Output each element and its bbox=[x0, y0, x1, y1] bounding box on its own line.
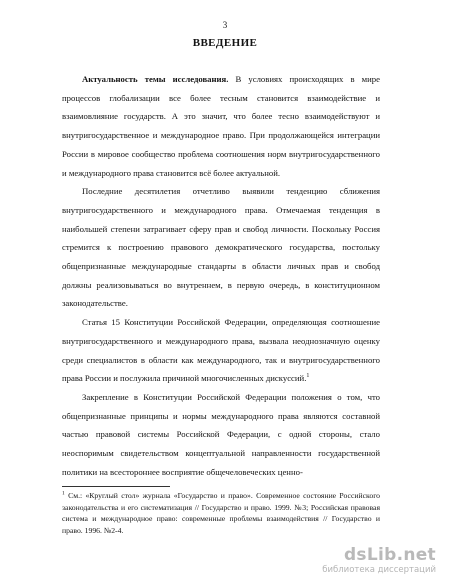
footnote-text: См.: «Круглый стол» журнала «Государство и право». Современное состояние Российского законодательства и его систематизация // Государство и право. 1999. №3; Российская правовая система и международное право: современные проблемы взаимодействия // Государство и право. 1996. №2-4. bbox=[62, 491, 380, 535]
paragraph-text: В условиях происходящих в мире процессов глобализации все более тесным становится взаимодействие и взаимовлияние государств. А это значит, что более тесно взаимодействуют и внутригосударственное и международное право. При продолжающейся интеграции России в мировое сообщество проблема соотношения норм внутригосударственного и международного права становится всё более актуальной. bbox=[62, 74, 380, 178]
footnote-marker: 1 bbox=[62, 490, 65, 497]
paragraph-text: Закрепление в Конституции Российской Федерации положения о том, что общепризнанные принципы и нормы международного права являются составной частью правовой системы Российской Федерации, с одной стороны, стало неоспоримым свидетельством концептуальной направленности государственной политики на всестороннее восприятие общечеловеческих ценно- bbox=[62, 391, 380, 477]
watermark-logo: dsLib.net bbox=[343, 545, 436, 565]
paragraph-text: Статья 15 Конституции Российской Федерации, определяющая соотношение внутригосударственного и международного права, вызвала неоднозначную оценку среди специалистов в области как международного, так и внутригосударственного права России и послужила причиной многочисленных дискуссий. bbox=[62, 317, 380, 384]
page-number: 3 bbox=[222, 20, 228, 30]
paragraph-lead: Актуальность темы исследования. bbox=[82, 74, 229, 84]
footnote bbox=[62, 490, 380, 536]
paragraph-article-15 bbox=[62, 313, 380, 388]
watermark[interactable] bbox=[316, 545, 436, 576]
paragraph-relevance bbox=[62, 70, 380, 182]
footnote-divider bbox=[62, 486, 170, 487]
paragraph-text: Последние десятилетия отчетливо выявили тенденцию сближения внутригосударственного и международного права. Отмечаемая тенденция в наибольшей степени затрагивает сферу прав и свобод личности. Поскольку Россия стремится к построению правового демократического государства, постольку общепризнанные международные стандарты в области личных прав и свобод должны реализовываться во внутреннем, в первую очередь, в конституционном законодательстве. bbox=[62, 186, 380, 309]
paragraph-constitution bbox=[62, 388, 380, 482]
paragraph-trend bbox=[62, 182, 380, 313]
chapter-title: ВВЕДЕНИЕ bbox=[192, 37, 258, 49]
body-text bbox=[62, 70, 380, 481]
footnote-reference[interactable]: 1 bbox=[306, 373, 310, 380]
watermark-subtitle: библиотека диссертаций bbox=[322, 565, 436, 575]
